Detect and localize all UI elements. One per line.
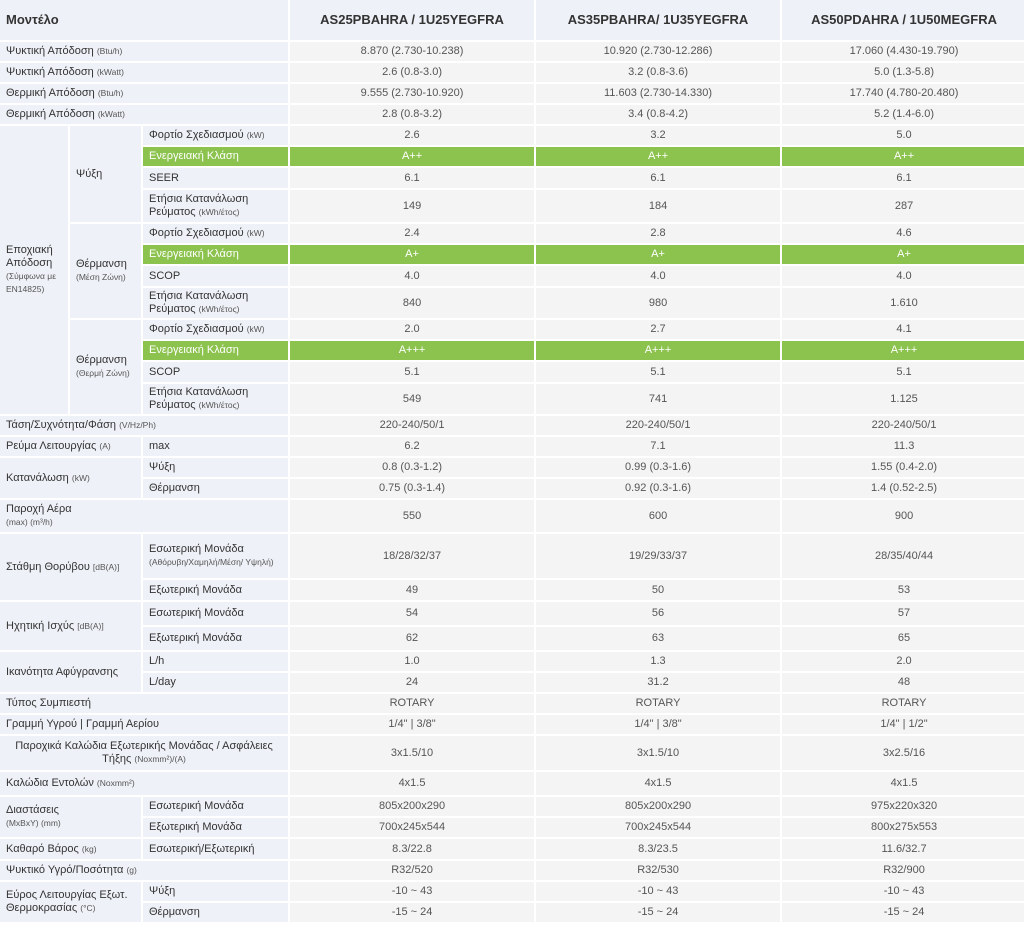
cell-value: 5.0 (1.3-5.8) — [782, 63, 1024, 82]
cell-value: 5.2 (1.4-6.0) — [782, 105, 1024, 124]
table-row — [0, 63, 1024, 82]
cell-value: 63 — [536, 627, 780, 650]
sub-label: Εσωτερική Μονάδα — [143, 797, 288, 816]
cell-value: 975x220x320 — [782, 797, 1024, 816]
sub-label: SCOP — [143, 266, 288, 286]
cell-value: 3.2 (0.8-3.6) — [536, 63, 780, 82]
table-row — [0, 84, 1024, 103]
model-name: AS35PBAHRA/ 1U35YEGFRA — [536, 0, 780, 40]
cell-value: 4.0 — [782, 266, 1024, 286]
table-row — [0, 797, 1024, 816]
cell-value: 4x1.5 — [782, 772, 1024, 795]
energy-class-badge: A++ — [536, 147, 780, 166]
cell-value: R32/530 — [536, 861, 780, 880]
table-row — [0, 416, 1024, 435]
cell-value: 4x1.5 — [290, 772, 534, 795]
table-row — [0, 190, 1024, 222]
cell-value: 1.125 — [782, 384, 1024, 414]
table-row — [0, 652, 1024, 671]
cell-value: R32/520 — [290, 861, 534, 880]
group-label: Θέρμανση (Μέση Ζώνη) — [70, 224, 141, 318]
cell-value: 980 — [536, 288, 780, 318]
header-row — [0, 0, 1024, 40]
table-row — [0, 500, 1024, 532]
cell-value: -15 ~ 24 — [290, 903, 534, 922]
cell-value: 0.75 (0.3-1.4) — [290, 479, 534, 498]
sub-label: L/day — [143, 673, 288, 692]
cell-value: 7.1 — [536, 437, 780, 456]
cell-value: -10 ~ 43 — [536, 882, 780, 901]
sub-label: max — [143, 437, 288, 456]
group-label: Θέρμανση (Θερμή Ζώνη) — [70, 320, 141, 414]
cell-value: ROTARY — [290, 694, 534, 713]
cell-value: 805x200x290 — [290, 797, 534, 816]
cell-value: 2.0 — [782, 652, 1024, 671]
table-row — [0, 903, 1024, 922]
energy-class-badge: A+ — [536, 245, 780, 264]
cell-value: 5.0 — [782, 126, 1024, 145]
table-row — [0, 694, 1024, 713]
energy-class-badge: A+++ — [290, 341, 534, 360]
cell-value: 1.55 (0.4-2.0) — [782, 458, 1024, 477]
cell-value: 6.2 — [290, 437, 534, 456]
cell-value: 17.740 (4.780-20.480) — [782, 84, 1024, 103]
cell-value: 62 — [290, 627, 534, 650]
cell-value: 4.0 — [536, 266, 780, 286]
energy-class-row — [0, 341, 1024, 360]
sub-label: Ετήσια Κατανάλωση Ρεύματος (kWh/έτος) — [143, 190, 288, 222]
cell-value: 4x1.5 — [536, 772, 780, 795]
row-label: Στάθμη Θορύβου [dB(A)] — [0, 534, 141, 600]
cell-value: -10 ~ 43 — [290, 882, 534, 901]
sub-label: Ετήσια Κατανάλωση Ρεύματος (kWh/έτος) — [143, 384, 288, 414]
row-label: Ρεύμα Λειτουργίας (A) — [0, 437, 141, 456]
sub-label: Φορτίο Σχεδιασμού (kW) — [143, 224, 288, 243]
cell-value: 1.3 — [536, 652, 780, 671]
energy-class-badge: A+ — [782, 245, 1024, 264]
cell-value: 0.99 (0.3-1.6) — [536, 458, 780, 477]
cell-value: 900 — [782, 500, 1024, 532]
model-label: Μοντέλο — [0, 0, 288, 40]
cell-value: R32/900 — [782, 861, 1024, 880]
row-label: Ψυκτικό Υγρό/Ποσότητα (g) — [0, 861, 288, 880]
sub-label: Ενεργειακή Κλάση — [143, 147, 288, 166]
table-row — [0, 602, 1024, 625]
energy-class-badge: A+++ — [782, 341, 1024, 360]
table-row — [0, 715, 1024, 734]
cell-value: 3x1.5/10 — [536, 736, 780, 770]
cell-value: 1/4" | 1/2" — [782, 715, 1024, 734]
row-label: Θερμική Απόδοση (Btu/h) — [0, 84, 288, 103]
table-row — [0, 627, 1024, 650]
cell-value: 840 — [290, 288, 534, 318]
cell-value: -15 ~ 24 — [536, 903, 780, 922]
cell-value: -10 ~ 43 — [782, 882, 1024, 901]
sub-label: Εσωτερική Μονάδα (Αθόρυβη/Χαμηλή/Μέση/ Υψηλή) — [143, 534, 288, 578]
cell-value: 9.555 (2.730-10.920) — [290, 84, 534, 103]
table-row — [0, 580, 1024, 600]
sub-label: Εξωτερική Μονάδα — [143, 580, 288, 600]
cell-value: 1.610 — [782, 288, 1024, 318]
cell-value: 17.060 (4.430-19.790) — [782, 42, 1024, 61]
table-row — [0, 224, 1024, 243]
cell-value: 49 — [290, 580, 534, 600]
energy-class-badge: A++ — [290, 147, 534, 166]
row-label: Καθαρό Βάρος (kg) — [0, 839, 141, 859]
cell-value: 800x275x553 — [782, 818, 1024, 837]
table-row — [0, 437, 1024, 456]
cell-value: 57 — [782, 602, 1024, 625]
sub-label: Εξωτερική Μονάδα — [143, 818, 288, 837]
sub-label: SEER — [143, 168, 288, 188]
cell-value: 805x200x290 — [536, 797, 780, 816]
cell-value: 50 — [536, 580, 780, 600]
table-row — [0, 736, 1024, 770]
cell-value: 0.8 (0.3-1.2) — [290, 458, 534, 477]
cell-value: 54 — [290, 602, 534, 625]
cell-value: 2.0 — [290, 320, 534, 339]
sub-label: Ενεργειακή Κλάση — [143, 341, 288, 360]
table-row — [0, 458, 1024, 477]
table-row — [0, 882, 1024, 901]
seasonal-label: Εποχιακή Απόδοση (Σύμφωνα με EN14825) — [0, 126, 68, 414]
cell-value: 4.0 — [290, 266, 534, 286]
cell-value: 19/29/33/37 — [536, 534, 780, 578]
energy-class-row — [0, 147, 1024, 166]
cell-value: 2.8 — [536, 224, 780, 243]
cell-value: 741 — [536, 384, 780, 414]
cell-value: 2.7 — [536, 320, 780, 339]
row-label: Παροχή Αέρα (max) (m³/h) — [0, 500, 288, 532]
cell-value: 0.92 (0.3-1.6) — [536, 479, 780, 498]
table-row — [0, 320, 1024, 339]
cell-value: 5.1 — [290, 362, 534, 382]
sub-label: SCOP — [143, 362, 288, 382]
sub-label: Θέρμανση — [143, 903, 288, 922]
model-name: AS50PDAHRA / 1U50MEGFRA — [782, 0, 1024, 40]
cell-value: 65 — [782, 627, 1024, 650]
table-row — [0, 839, 1024, 859]
row-label: Καλώδια Εντολών (Noxmm²) — [0, 772, 288, 795]
row-label: Εύρος Λειτουργίας Εξωτ. Θερμοκρασίας (°C) — [0, 882, 141, 922]
cell-value: 3x2.5/16 — [782, 736, 1024, 770]
sub-label: Ενεργειακή Κλάση — [143, 245, 288, 264]
cell-value: 11.3 — [782, 437, 1024, 456]
cell-value: 2.8 (0.8-3.2) — [290, 105, 534, 124]
cell-value: 1/4" | 3/8" — [536, 715, 780, 734]
cell-value: 2.6 — [290, 126, 534, 145]
cell-value: 5.1 — [782, 362, 1024, 382]
sub-label: Φορτίο Σχεδιασμού (kW) — [143, 320, 288, 339]
cell-value: 700x245x544 — [536, 818, 780, 837]
sub-label: Εσωτερική Μονάδα — [143, 602, 288, 625]
table-row — [0, 861, 1024, 880]
cell-value: 8.3/23.5 — [536, 839, 780, 859]
cell-value: 549 — [290, 384, 534, 414]
cell-value: 4.6 — [782, 224, 1024, 243]
sub-label: Ψύξη — [143, 458, 288, 477]
cell-value: 600 — [536, 500, 780, 532]
cell-value: 2.4 — [290, 224, 534, 243]
table-row — [0, 105, 1024, 124]
cell-value: 220-240/50/1 — [782, 416, 1024, 435]
sub-label: Θέρμανση — [143, 479, 288, 498]
cell-value: 10.920 (2.730-12.286) — [536, 42, 780, 61]
sub-label: Εσωτερική/Εξωτερική — [143, 839, 288, 859]
cell-value: 3x1.5/10 — [290, 736, 534, 770]
cell-value: 11.603 (2.730-14.330) — [536, 84, 780, 103]
cell-value: 8.870 (2.730-10.238) — [290, 42, 534, 61]
group-label: Ψύξη — [70, 126, 141, 222]
cell-value: 550 — [290, 500, 534, 532]
row-label: Κατανάλωση (kW) — [0, 458, 141, 498]
cell-value: 11.6/32.7 — [782, 839, 1024, 859]
cell-value: 149 — [290, 190, 534, 222]
row-label: Ικανότητα Αφύγρανσης — [0, 652, 141, 692]
table-row — [0, 818, 1024, 837]
cell-value: 3.2 — [536, 126, 780, 145]
model-name: AS25PBAHRA / 1U25YEGFRA — [290, 0, 534, 40]
cell-value: 8.3/22.8 — [290, 839, 534, 859]
cell-value: 4.1 — [782, 320, 1024, 339]
table-row — [0, 673, 1024, 692]
cell-value: 6.1 — [290, 168, 534, 188]
table-row — [0, 126, 1024, 145]
cell-value: 3.4 (0.8-4.2) — [536, 105, 780, 124]
sub-label: Ψύξη — [143, 882, 288, 901]
cell-value: ROTARY — [536, 694, 780, 713]
cell-value: 56 — [536, 602, 780, 625]
cell-value: 1.4 (0.52-2.5) — [782, 479, 1024, 498]
cell-value: 5.1 — [536, 362, 780, 382]
cell-value: 1/4" | 3/8" — [290, 715, 534, 734]
cell-value: 700x245x544 — [290, 818, 534, 837]
sub-label: Ετήσια Κατανάλωση Ρεύματος (kWh/έτος) — [143, 288, 288, 318]
row-label: Γραμμή Υγρού | Γραμμή Αερίου — [0, 715, 288, 734]
table-row — [0, 772, 1024, 795]
table-row — [0, 288, 1024, 318]
sub-label: Φορτίο Σχεδιασμού (kW) — [143, 126, 288, 145]
cell-value: 1.0 — [290, 652, 534, 671]
cell-value: 6.1 — [536, 168, 780, 188]
row-label: Τάση/Συχνότητα/Φάση (V/Hz/Ph) — [0, 416, 288, 435]
cell-value: 18/28/32/37 — [290, 534, 534, 578]
cell-value: 184 — [536, 190, 780, 222]
row-label: Παροχικά Καλώδια Εξωτερικής Μονάδας / Ασφάλειες Τήξης (Noxmm²)/(A) — [0, 736, 288, 770]
row-label: Ψυκτική Απόδοση (kWatt) — [0, 63, 288, 82]
row-label: Ηχητική Ισχύς [dB(A)] — [0, 602, 141, 650]
table-row — [0, 42, 1024, 61]
table-row — [0, 266, 1024, 286]
cell-value: -15 ~ 24 — [782, 903, 1024, 922]
cell-value: ROTARY — [782, 694, 1024, 713]
cell-value: 287 — [782, 190, 1024, 222]
cell-value: 48 — [782, 673, 1024, 692]
cell-value: 220-240/50/1 — [536, 416, 780, 435]
row-label: Ψυκτική Απόδοση (Btu/h) — [0, 42, 288, 61]
energy-class-row — [0, 245, 1024, 264]
cell-value: 24 — [290, 673, 534, 692]
cell-value: 6.1 — [782, 168, 1024, 188]
cell-value: 28/35/40/44 — [782, 534, 1024, 578]
cell-value: 220-240/50/1 — [290, 416, 534, 435]
table-row — [0, 384, 1024, 414]
table-row — [0, 168, 1024, 188]
table-row — [0, 479, 1024, 498]
cell-value: 53 — [782, 580, 1024, 600]
sub-label: Εξωτερική Μονάδα — [143, 627, 288, 650]
energy-class-badge: A+ — [290, 245, 534, 264]
energy-class-badge: A+++ — [536, 341, 780, 360]
row-label: Διαστάσεις (MxBxY) (mm) — [0, 797, 141, 837]
sub-label: L/h — [143, 652, 288, 671]
row-label: Θερμική Απόδοση (kWatt) — [0, 105, 288, 124]
table-row — [0, 362, 1024, 382]
row-label: Τύπος Συμπιεστή — [0, 694, 288, 713]
table-row — [0, 534, 1024, 578]
cell-value: 31.2 — [536, 673, 780, 692]
cell-value: 2.6 (0.8-3.0) — [290, 63, 534, 82]
energy-class-badge: A++ — [782, 147, 1024, 166]
